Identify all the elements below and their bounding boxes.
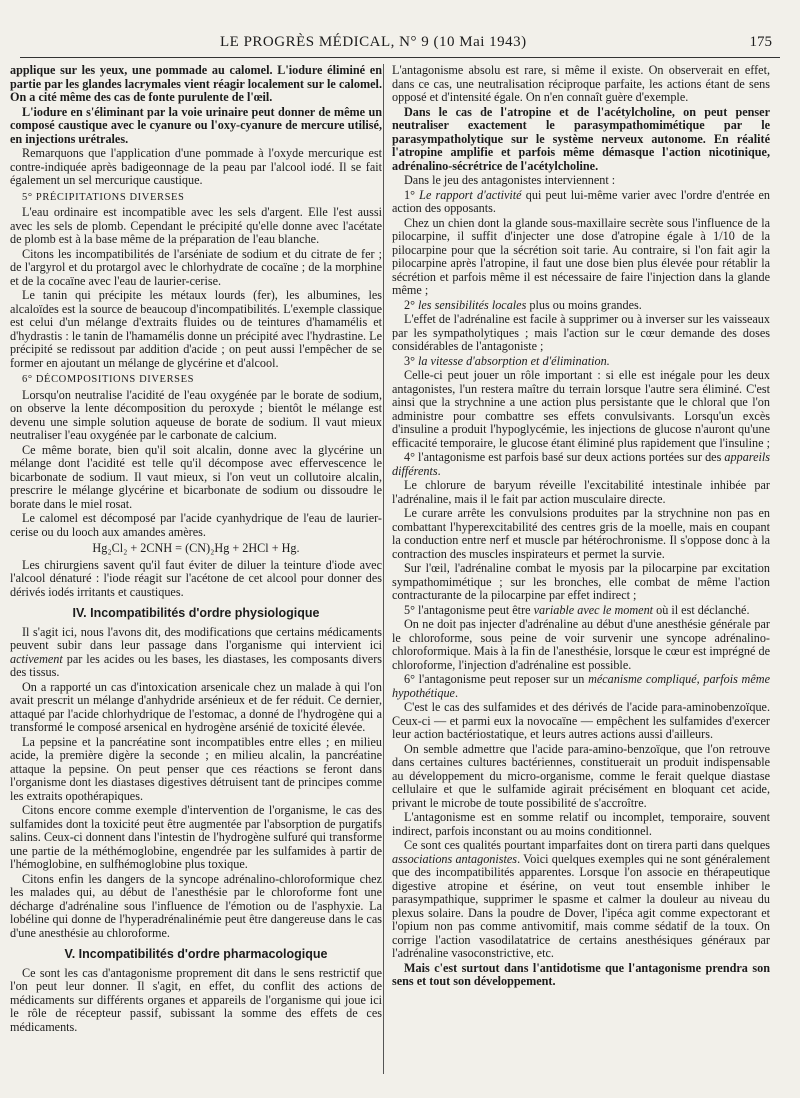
list-item: 3° la vitesse d'absorption et d'élimination. [404, 353, 610, 368]
paragraph: Les chirurgiens savent qu'il faut éviter de diluer la teinture d'iode avec l'alcool dénaturé : l'iode réagit sur l'acétone de cet alcool pour donner des dérivés iodés irritants et caustiques. [10, 557, 382, 599]
paragraph: Remarquons que l'application d'une pommade à l'oxyde mercurique est contre-indiquée après badigeonnage de la peau par l'alcool iodé. Il se fait également un sel mercurique caustique. [10, 146, 382, 187]
paragraph: Citons les incompatibilités de l'arséniate de sodium et du citrate de fer ; de l'argyrol et du protargol avec le chlorhydrate de cocaïne ; de la morphine et de la cocaïne avec l'eau de laurier-cerise. [10, 246, 382, 288]
paragraph: Citons enfin les dangers de la syncope adrénalino-chloroformique chez les malades qui, au début de l'anesthésie par le chloroforme font une décharge d'adrénaline sous l'influence de l'émotion ou de l'asphyxie. La lobéline qui donne de l'hyperadrénalinémie peut être dangereuse dans le cas d'une anesthésie au chloroforme. [10, 871, 382, 940]
paragraph: On semble admettre que l'acide para-amino-benzoïque, que l'on retrouve dans certaines cultures bactériennes, constituerait un produit indispensable au développement du micro-organisme, comme le ferait quelque diastase cellulaire et que le sulfamide agirait précisément en bloquant cet acide, privant le microbe de toute possibilité de s'accroître. [392, 741, 770, 810]
paragraph: Citons encore comme exemple d'intervention de l'organisme, le cas des sulfamides dont la toxicité peut être augmentée par l'absorption de purgatifs salins. Ceux-ci donnent dans l'intestin de l'hydrogène sulfuré qui transforme une partie de la méthémoglobine, engendrée par les sulfamides à partir de l'hémoglobine, en sulfhémoglobine plus toxique. [10, 803, 382, 871]
paragraph: Le tanin qui précipite les métaux lourds (fer), les albumines, les alcaloïdes est la source de beaucoup d'incompatibilités. L'exemple classique est celui d'un mélange d'extraits fluides ou de teintures d'hamamélis et d'hydrastis : le tanin de l'hamamélis donne un précipité avec l'hydrastine. Le précipité se redissout par addition d'acide ; on peut aussi l'empêcher de se former en ajoutant un mélange de glycérine et d'alcool. [10, 288, 382, 370]
paragraph: L'eau ordinaire est incompatible avec les sels d'argent. Elle l'est aussi avec les sels de plomb. Cependant le précipité qu'elle donne avec l'acétate de plomb est à la base même de la préparation de l'eau blanche. [10, 205, 382, 246]
paragraph: Sur l'œil, l'adrénaline combat le myosis par la pilocarpine par excitation sympathomimétique ; sur les bronches, elle combat de même l'action contracturante de la pilocarpine par effet indirect ; [392, 561, 770, 602]
list-item: 4° l'antagonisme est parfois basé sur deux actions portées sur des appareils différents. [392, 450, 770, 478]
paragraph: Chez un chien dont la glande sous-maxillaire secrète sous l'influence de la pilocarpine, il suffit d'injecter une dose d'atropine égale à 1/10 de la pilocarpine pour que la sécrétion soit tarie. Au contraire, si l'on fait agir la pilocarpine après l'atropine, il faut une dose bien plus élevée pour rétablir la sécrétion et parfois même il est nécessaire de faire l'injection dans la glande même ; [392, 215, 770, 297]
paragraph: Dans le jeu des antagonistes interviennent : [404, 173, 616, 187]
list-item: 6° l'antagonisme peut reposer sur un mécanisme compliqué, parfois même hypothétique. [392, 672, 770, 700]
paragraph: On ne doit pas injecter d'adrénaline au début d'une anesthésie générale par le chloroforme, sous peine de voir survenir une syncope adrénalino-chloroformique. Mais à la fin de l'anesthésie, lorsque le cœur est imprégné de chloroforme, l'injection d'adrénaline est possible. [392, 617, 770, 672]
paragraph: Lorsqu'on neutralise l'acidité de l'eau oxygénée par le borate de sodium, on observe la lente décomposition du peroxyde ; bientôt le mélange est devenu une simple solution aqueuse de borate de sodium. Il vaut mieux neutraliser l'eau oxygénée par le carbonate de calcium. [10, 387, 382, 442]
paragraph: Le curare arrête les convulsions produites par la strychnine non pas en combattant l'hyperexcitabilité des centres gris de la moelle, mais en coupant la conduction entre nerf et muscle par hétérochronisme. Il s'oppose donc à la contraction des muscles inspirateurs et permet la survie. [392, 506, 770, 561]
chemical-formula: Hg₂Cl₂ + 2CNH = (CN)₂Hg + 2HCl + Hg. [92, 541, 300, 555]
paragraph: L'effet de l'adrénaline est facile à supprimer ou à inverser sur les vaisseaux par les sympatholytiques ; mais l'action sur le cœur demande des doses considérables de l'antagoniste ; [392, 312, 770, 353]
paragraph: Celle-ci peut jouer un rôle important : si elle est inégale pour les deux antagonistes, l'un restera maître du terrain lorsque l'autre sera éliminé. C'est ainsi que la strychnine a une action plus persistante que le chloral que l'on administre pour combattre ses effets convulsivants. Lorsqu'un excès d'insuline a produit l'hypoglycémie, les injections de glucose n'auront qu'une efficacité temporaire, le glucose étant éliminé plus rapidement que l'insuline ; [392, 368, 770, 450]
paragraph: applique sur les yeux, une pommade au calomel. L'iodure éliminé en partie par les glandes lacrymales vient réagir localement sur le calomel. On a cité même des cas de fonte purulente de l'œil. [10, 64, 382, 104]
paragraph: C'est le cas des sulfamides et des dérivés de l'acide para-aminobenzoïque. Ceux-ci — et parmi eux la novocaïne — empêchent les sulfamides d'exercer leur action bactériostatique, et leurs autres actions aussi d'ailleurs. [392, 700, 770, 741]
list-item: 2° les sensibilités locales plus ou moins grandes. [404, 297, 642, 312]
paragraph: L'antagonisme est en somme relatif ou incomplet, temporaire, souvent indirect, parfois inconstant ou au moins conditionnel. [392, 810, 770, 838]
journal-title: LE PROGRÈS MÉDICAL, N° 9 (10 Mai 1943) [220, 34, 527, 50]
paragraph: La pepsine et la pancréatine sont incompatibles entre elles ; en milieu acide, la première digère la seconde ; en milieu alcalin, la pancréatine attaque la pepsine. On peut penser que ces réactions se feront dans l'organisme dont les diastases digestives détruisent tant de principes comme les extraits opothérapiques. [10, 734, 382, 803]
subheading-precipitations: 5° PRÉCIPITATIONS DIVERSES [22, 191, 185, 203]
section-heading-pharmacologique: V. Incompatibilités d'ordre pharmacologique [64, 947, 328, 961]
subheading-decompositions: 6° DÉCOMPOSITIONS DIVERSES [22, 374, 195, 385]
paragraph: Ce sont les cas d'antagonisme proprement dit dans le sens restrictif que l'on peut leur donner. Il s'agit, en effet, du conflit des actions de médicaments sur différents organes et appareils de l'organisme qui joue ici le rôle de récepteur passif, subissant la somme des effets de ces médicaments. [10, 965, 382, 1034]
paragraph: Dans le cas de l'atropine et de l'acétylcholine, on peut penser neutraliser exactement le parasympathomimétique par le parasympatholytique sur le système nerveux autonome. En réalité l'atropine amplifie et parfois même démasque l'action nicotinique, adrénalino-sécrétrice de l'acétylcholine. [392, 104, 770, 173]
closing-paragraph: Mais c'est surtout dans l'antidotisme que l'antagonisme prendra son sens et tout son développement. [392, 960, 770, 988]
paragraph: On a rapporté un cas d'intoxication arsenicale chez un malade à qui l'on avait prescrit un mélange d'anhydride arsénieux et de fer réduit. Ce dernier, attaqué par l'acide chlorhydrique de l'estomac, a donné de l'hydrogène qui a transformé le composé arsenical en hydrogène arsénié de toxicité élevée. [10, 679, 382, 734]
left-column [10, 64, 382, 1084]
column-divider [383, 64, 384, 1074]
paragraph: Il s'agit ici, nous l'avons dit, des modifications que certains médicaments peuvent subir dans leur passage dans l'organisme qui intervient ici activement par les acides ou les bases, les diastases, les composants divers des tissus. [10, 624, 382, 679]
header-rule [20, 57, 780, 58]
section-heading-physiologique: IV. Incompatibilités d'ordre physiologique [72, 606, 320, 620]
right-column [392, 64, 770, 1084]
page-number: 175 [749, 34, 772, 50]
list-item: 1° Le rapport d'activité qui peut lui-même varier avec l'ordre d'entrée en action des opposants. [392, 187, 770, 215]
paragraph: Le calomel est décomposé par l'acide cyanhydrique de l'eau de laurier-cerise ou du looch aux amandes amères. [10, 511, 382, 539]
paragraph: Ce sont ces qualités pourtant imparfaites dont on tirera parti dans quelques associations antagonistes. Voici quelques exemples qui ne sont généralement que des incompatibilités apparentes. Lorsque l'on associe en thérapeutique digestive atropine et ésérine, on veut tout ensemble inhiber le parasympathique, supprimer le spasme et calmer la douleur au niveau du plexus solaire. Dans la poudre de Dover, l'ipéca agit comme expectorant et l'opium non pas comme antivomitif, mais comme sédatif de la toux. On corrige l'action vasodilatatrice de certains anesthésiques généraux par l'adrénaline vasoconstrictive, etc. [392, 838, 770, 960]
paragraph: Ce même borate, bien qu'il soit alcalin, donne avec la glycérine un mélange dont l'acidité est telle qu'il décompose avec effervescence le bicarbonate de sodium. Il vaut mieux, si l'on veut un collutoire alcalin, prescrire le mélange glycérine et bicarbonate de sodium ou dissoudre le borate dans le miel rosat. [10, 442, 382, 511]
list-item: 5° l'antagonisme peut être variable avec le moment où il est déclanché. [404, 602, 750, 617]
paragraph: Le chlorure de baryum réveille l'excitabilité intestinale inhibée par l'adrénaline, mais il le fait par action musculaire directe. [392, 478, 770, 506]
paragraph: L'iodure en s'éliminant par la voie urinaire peut donner de même un composé caustique avec le cyanure ou l'oxy-cyanure de mercure utilisé, en injections urétrales. [10, 104, 382, 146]
paragraph: L'antagonisme absolu est rare, si même il existe. On observerait en effet, dans ce cas, une neutralisation réciproque parfaite, les actions étant de sens opposé et d'intensité égale. On n'en connaît guère d'exemple. [392, 64, 770, 104]
running-header [20, 30, 780, 58]
